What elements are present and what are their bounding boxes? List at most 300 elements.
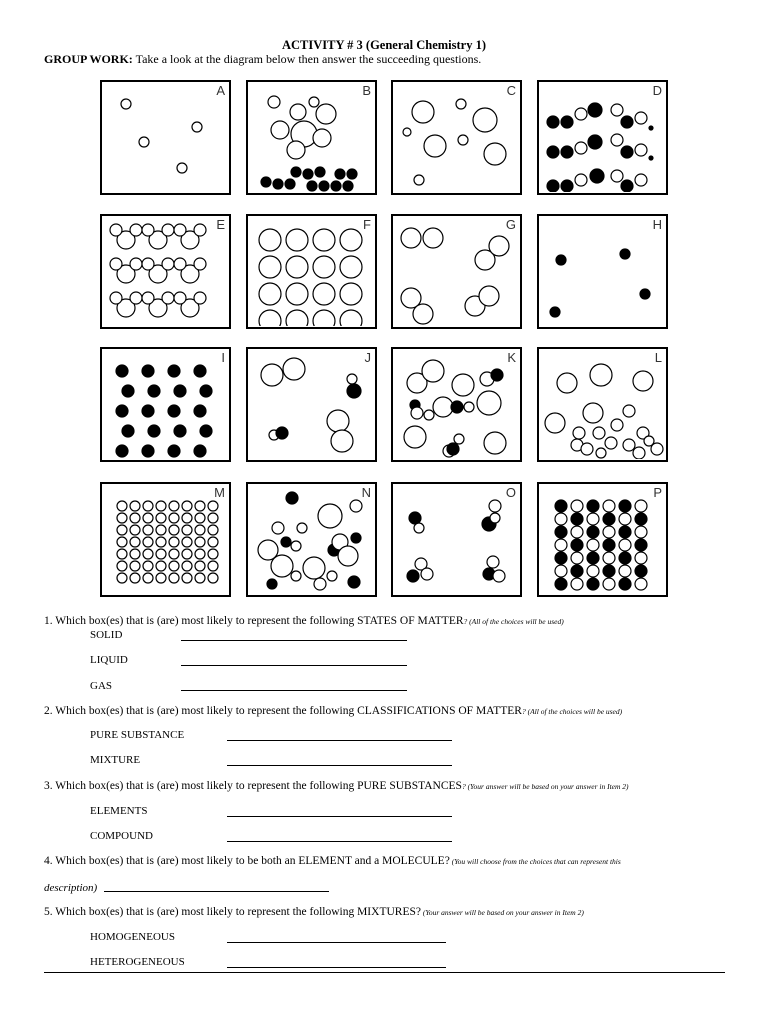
filled-particle (307, 181, 317, 191)
open-particle (195, 537, 205, 547)
filled-particle (319, 181, 329, 191)
open-particle (130, 513, 140, 523)
open-particle (575, 108, 587, 120)
open-particle (182, 513, 192, 523)
open-particle (593, 427, 605, 439)
particles-c (393, 82, 519, 192)
open-particle (259, 283, 281, 305)
open-particle (130, 549, 140, 559)
particles-f (248, 216, 374, 326)
filled-particle (447, 443, 459, 455)
open-particle (318, 504, 342, 528)
diagram-box-o (391, 482, 522, 597)
open-particle (484, 432, 506, 454)
open-particle (412, 101, 434, 123)
open-particle (268, 96, 280, 108)
open-particle (489, 236, 509, 256)
filled-particle (635, 565, 647, 577)
question-4: 4. Which box(es) that is (are) most likely to be both an ELEMENT and a MOLECULE? (You will choose from the choices that can represent this (44, 855, 621, 867)
open-particle (194, 292, 206, 304)
open-particle (177, 163, 187, 173)
open-particle (404, 426, 426, 448)
answer-line-pure-substance[interactable] (227, 740, 452, 741)
open-particle (195, 561, 205, 571)
box-letter: L (654, 350, 662, 365)
question-2: 2. Which box(es) that is (are) most likely to represent the following CLASSIFICATIONS OF MATTER? (All of the choices will be used) (44, 705, 623, 717)
answer-line-homogeneous[interactable] (227, 942, 446, 943)
open-particle (130, 525, 140, 535)
open-particle (208, 573, 218, 583)
filled-particle (122, 385, 134, 397)
open-particle (452, 374, 474, 396)
open-particle (458, 135, 468, 145)
filled-particle (603, 565, 615, 577)
diagram-box-c (391, 80, 522, 195)
open-particle (143, 513, 153, 523)
open-particle (286, 256, 308, 278)
open-particle (484, 143, 506, 165)
diagram-box-n (246, 482, 377, 597)
open-particle (208, 537, 218, 547)
open-particle (130, 292, 142, 304)
open-particle (142, 258, 154, 270)
box-letter: F (363, 217, 371, 232)
page-title: ACTIVITY # 3 (General Chemistry 1) (281, 38, 487, 52)
open-particle (194, 224, 206, 236)
open-particle (182, 501, 192, 511)
filled-particle (649, 126, 653, 130)
open-particle (156, 561, 166, 571)
open-particle (414, 523, 424, 533)
open-particle (454, 434, 464, 444)
open-particle (424, 135, 446, 157)
open-particle (421, 568, 433, 580)
open-particle (603, 552, 615, 564)
open-particle (605, 437, 617, 449)
open-particle (117, 537, 127, 547)
instruction-label: GROUP WORK: (44, 52, 133, 66)
open-particle (169, 561, 179, 571)
filled-particle (635, 539, 647, 551)
filled-particle (281, 537, 291, 547)
open-particle (479, 286, 499, 306)
open-particle (314, 578, 326, 590)
option-liquid: LIQUID (90, 654, 128, 666)
diagram-box-l (537, 347, 668, 462)
open-particle (340, 256, 362, 278)
answer-line-elements[interactable] (227, 816, 452, 817)
open-particle (117, 501, 127, 511)
question-3: 3. Which box(es) that is (are) most likely to represent the following PURE SUBSTANCES? (Your answer will be based on your answer in Item 2) (44, 780, 629, 792)
particles-e (102, 216, 228, 326)
open-particle (633, 447, 645, 459)
open-particle (139, 137, 149, 147)
open-particle (581, 443, 593, 455)
filled-particle (561, 116, 573, 128)
open-particle (143, 501, 153, 511)
open-particle (619, 539, 631, 551)
open-particle (117, 549, 127, 559)
filled-particle (291, 167, 301, 177)
filled-particle (122, 425, 134, 437)
particles-d (539, 82, 665, 192)
open-particle (162, 292, 174, 304)
open-particle (286, 310, 308, 326)
open-particle (603, 578, 615, 590)
open-particle (174, 258, 186, 270)
filled-particle (587, 526, 599, 538)
open-particle (130, 224, 142, 236)
answer-line-mixture[interactable] (227, 765, 452, 766)
open-particle (130, 537, 140, 547)
filled-particle (555, 552, 567, 564)
open-particle (587, 565, 599, 577)
diagram-box-m (100, 482, 231, 597)
open-particle (313, 129, 331, 147)
box-letter: N (361, 485, 371, 500)
filled-particle (555, 578, 567, 590)
diagram-box-p (537, 482, 668, 597)
open-particle (313, 256, 335, 278)
filled-particle (194, 365, 206, 377)
filled-particle (348, 576, 360, 588)
open-particle (156, 549, 166, 559)
open-particle (456, 99, 466, 109)
filled-particle (619, 526, 631, 538)
filled-particle (168, 445, 180, 457)
filled-particle (343, 181, 353, 191)
open-particle (571, 526, 583, 538)
open-particle (623, 405, 635, 417)
open-particle (156, 537, 166, 547)
open-particle (195, 513, 205, 523)
open-particle (338, 546, 358, 566)
open-particle (143, 549, 153, 559)
open-particle (182, 561, 192, 571)
open-particle (423, 228, 443, 248)
filled-particle (409, 512, 421, 524)
open-particle (411, 407, 423, 419)
open-particle (182, 573, 192, 583)
open-particle (575, 142, 587, 154)
open-particle (635, 144, 647, 156)
filled-particle (556, 255, 566, 265)
box-letter: O (505, 485, 516, 500)
open-particle (290, 104, 306, 120)
open-particle (195, 573, 205, 583)
filled-particle (116, 445, 128, 457)
open-particle (117, 573, 127, 583)
diagram-box-k (391, 347, 522, 462)
open-particle (259, 256, 281, 278)
open-particle (291, 571, 301, 581)
open-particle (590, 364, 612, 386)
open-particle (110, 258, 122, 270)
open-particle (195, 549, 205, 559)
filled-particle (335, 169, 345, 179)
open-particle (261, 364, 283, 386)
box-letter: I (221, 350, 225, 365)
filled-particle (587, 500, 599, 512)
option-mixture: MIXTURE (90, 754, 141, 766)
open-particle (340, 283, 362, 305)
open-particle (208, 561, 218, 571)
filled-particle (174, 385, 186, 397)
diagram-box-f (246, 214, 377, 329)
filled-particle (116, 405, 128, 417)
filled-particle (619, 552, 631, 564)
diagram-box-e (100, 214, 231, 329)
open-particle (313, 283, 335, 305)
open-particle (422, 360, 444, 382)
open-particle (283, 358, 305, 380)
open-particle (169, 573, 179, 583)
option-gas: GAS (90, 680, 113, 692)
open-particle (121, 99, 131, 109)
filled-particle (331, 181, 341, 191)
open-particle (143, 537, 153, 547)
open-particle (583, 403, 603, 423)
open-particle (313, 229, 335, 251)
open-particle (182, 525, 192, 535)
filled-particle (649, 156, 653, 160)
option-pure-substance: PURE SUBSTANCE (90, 729, 185, 741)
open-particle (490, 513, 500, 523)
filled-particle (550, 307, 560, 317)
particles-j (248, 349, 374, 459)
box-letter: M (214, 485, 225, 500)
answer-line-heterogeneous[interactable] (227, 967, 446, 968)
open-particle (401, 228, 421, 248)
open-particle (156, 525, 166, 535)
filled-particle (194, 405, 206, 417)
box-letter: G (505, 217, 516, 232)
open-particle (603, 526, 615, 538)
diagram-box-g (391, 214, 522, 329)
open-particle (110, 224, 122, 236)
particles-p (539, 484, 665, 594)
open-particle (489, 500, 501, 512)
open-particle (162, 258, 174, 270)
open-particle (635, 552, 647, 564)
open-particle (208, 525, 218, 535)
open-particle (156, 501, 166, 511)
box-letter: B (362, 83, 371, 98)
open-particle (635, 112, 647, 124)
open-particle (611, 170, 623, 182)
open-particle (596, 448, 606, 458)
particles-o (393, 484, 519, 594)
filled-particle (491, 369, 503, 381)
box-letter: H (652, 217, 662, 232)
open-particle (403, 128, 411, 136)
open-particle (272, 522, 284, 534)
open-particle (117, 561, 127, 571)
particles-m (102, 484, 228, 594)
box-letter: D (652, 83, 662, 98)
filled-particle (315, 167, 325, 177)
filled-particle (547, 116, 559, 128)
open-particle (487, 556, 499, 568)
open-particle (575, 174, 587, 186)
open-particle (169, 513, 179, 523)
open-particle (303, 557, 325, 579)
diagram-box-d (537, 80, 668, 195)
question-4-continuation: description) (44, 882, 98, 894)
filled-particle (621, 116, 633, 128)
answer-line-element-molecule[interactable] (104, 891, 329, 892)
particles-k (393, 349, 519, 459)
box-letter: C (506, 83, 516, 98)
filled-particle (588, 103, 602, 117)
open-particle (286, 283, 308, 305)
open-particle (194, 258, 206, 270)
box-letter: K (507, 350, 516, 365)
filled-particle (285, 179, 295, 189)
filled-particle (142, 365, 154, 377)
open-particle (347, 374, 357, 384)
filled-particle (142, 405, 154, 417)
open-particle (195, 501, 205, 511)
open-particle (316, 104, 336, 124)
open-particle (571, 500, 583, 512)
open-particle (555, 565, 567, 577)
open-particle (414, 175, 424, 185)
open-particle (162, 224, 174, 236)
filled-particle (194, 445, 206, 457)
open-particle (611, 104, 623, 116)
open-particle (587, 513, 599, 525)
filled-particle (561, 180, 573, 192)
open-particle (545, 413, 565, 433)
open-particle (142, 292, 154, 304)
filled-particle (640, 289, 650, 299)
open-particle (130, 573, 140, 583)
filled-particle (547, 180, 559, 192)
open-particle (169, 525, 179, 535)
open-particle (169, 537, 179, 547)
open-particle (555, 539, 567, 551)
open-particle (644, 436, 654, 446)
open-particle (117, 513, 127, 523)
open-particle (635, 526, 647, 538)
question-5: 5. Which box(es) that is (are) most likely to represent the following MIXTURES? (Your answer will be based on your answer in Item 2) (44, 906, 584, 918)
open-particle (571, 578, 583, 590)
open-particle (156, 573, 166, 583)
open-particle (633, 371, 653, 391)
open-particle (309, 97, 319, 107)
open-particle (130, 501, 140, 511)
open-particle (271, 121, 289, 139)
filled-particle (347, 169, 357, 179)
filled-particle (148, 425, 160, 437)
open-particle (313, 310, 335, 326)
filled-particle (571, 539, 583, 551)
open-particle (297, 523, 307, 533)
filled-particle (603, 539, 615, 551)
filled-particle (168, 405, 180, 417)
answer-line-solid[interactable] (181, 640, 407, 641)
box-letter: P (653, 485, 662, 500)
open-particle (557, 373, 577, 393)
filled-particle (635, 513, 647, 525)
diagram-box-a (100, 80, 231, 195)
open-particle (327, 410, 349, 432)
filled-particle (547, 146, 559, 158)
particles-n (248, 484, 374, 594)
open-particle (271, 555, 293, 577)
open-particle (174, 292, 186, 304)
open-particle (143, 525, 153, 535)
open-particle (635, 174, 647, 186)
open-particle (635, 500, 647, 512)
open-particle (182, 537, 192, 547)
open-particle (623, 439, 635, 451)
filled-particle (555, 526, 567, 538)
filled-particle (621, 146, 633, 158)
question-1: 1. Which box(es) that is (are) most likely to represent the following STATES OF MATTER? (All of the choices will be used) (44, 615, 564, 627)
open-particle (603, 500, 615, 512)
open-particle (117, 525, 127, 535)
particles-b (248, 82, 374, 192)
filled-particle (587, 552, 599, 564)
filled-particle (148, 385, 160, 397)
open-particle (473, 108, 497, 132)
open-particle (182, 549, 192, 559)
open-particle (156, 513, 166, 523)
open-particle (611, 134, 623, 146)
filled-particle (619, 500, 631, 512)
filled-particle (174, 425, 186, 437)
particles-l (539, 349, 665, 459)
option-compound: COMPOUND (90, 830, 153, 842)
particles-a (102, 82, 228, 192)
answer-line-compound[interactable] (227, 841, 452, 842)
footer-rule (44, 972, 725, 973)
open-particle (130, 561, 140, 571)
filled-particle (620, 249, 630, 259)
filled-particle (407, 570, 419, 582)
open-particle (169, 501, 179, 511)
particles-i (102, 349, 228, 459)
open-particle (331, 430, 353, 452)
diagram-box-i (100, 347, 231, 462)
open-particle (208, 501, 218, 511)
filled-particle (451, 401, 463, 413)
open-particle (259, 229, 281, 251)
filled-particle (200, 425, 212, 437)
instruction-text: Take a look at the diagram below then answer the succeeding questions. (135, 52, 482, 66)
option-homogeneous: HOMOGENEOUS (90, 931, 175, 943)
open-particle (286, 229, 308, 251)
filled-particle (303, 169, 313, 179)
open-particle (611, 419, 623, 431)
filled-particle (261, 177, 271, 187)
option-elements: ELEMENTS (90, 805, 148, 817)
open-particle (433, 397, 453, 417)
open-particle (192, 122, 202, 132)
answer-line-gas[interactable] (181, 690, 407, 691)
answer-line-liquid[interactable] (181, 665, 407, 666)
diagram-box-h (537, 214, 668, 329)
open-particle (287, 141, 305, 159)
filled-particle (621, 180, 633, 192)
filled-particle (587, 578, 599, 590)
box-letter: E (216, 217, 225, 232)
open-particle (635, 578, 647, 590)
open-particle (130, 258, 142, 270)
open-particle (555, 513, 567, 525)
